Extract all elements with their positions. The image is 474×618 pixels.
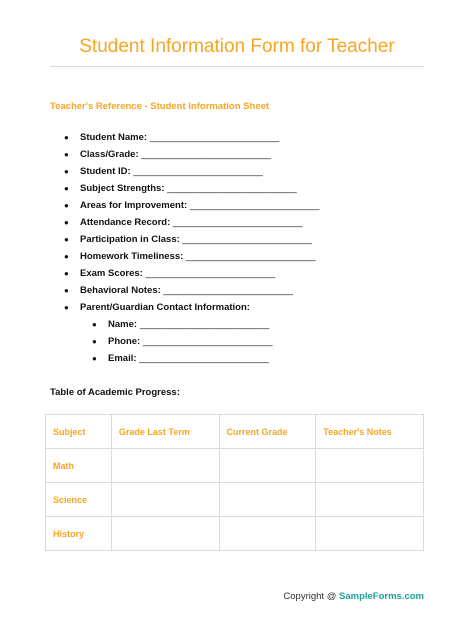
table-cell[interactable]: [219, 449, 316, 483]
fill-in-blank[interactable]: ___________________________: [189, 200, 319, 211]
subject-cell: Math: [46, 449, 112, 483]
bullet-icon: ●: [64, 167, 69, 176]
table-heading: Table of Academic Progress:: [50, 387, 180, 398]
table-row: [46, 483, 424, 517]
field-student-id: [50, 163, 430, 180]
column-header: Subject: [46, 415, 112, 449]
bullet-icon: ●: [64, 184, 69, 193]
field-label: Student Name:: [80, 132, 148, 143]
field-parent-name: [50, 316, 430, 333]
field-parent-email: [50, 350, 430, 367]
bullet-icon: ●: [92, 337, 97, 346]
field-label: Name:: [108, 319, 138, 330]
fill-in-blank[interactable]: ___________________________: [141, 149, 271, 160]
field-label: Class/Grade:: [80, 149, 139, 160]
field-behavioral-notes: [50, 282, 430, 299]
copyright-text: Copyright @: [283, 591, 339, 602]
field-label: Subject Strengths:: [80, 183, 165, 194]
bullet-icon: ●: [64, 133, 69, 142]
bullet-icon: ●: [92, 354, 97, 363]
table-cell[interactable]: [111, 449, 219, 483]
fill-in-blank[interactable]: ___________________________: [142, 336, 272, 347]
section-subtitle: Teacher's Reference - Student Information Sheet: [50, 101, 270, 112]
academic-progress-table: [45, 414, 424, 551]
fill-in-blank[interactable]: ___________________________: [182, 234, 312, 245]
bullet-icon: ●: [64, 201, 69, 210]
field-label: Parent/Guardian Contact Information:: [80, 302, 250, 313]
fill-in-blank[interactable]: ___________________________: [149, 132, 279, 143]
fill-in-blank[interactable]: ___________________________: [185, 251, 316, 262]
field-label: Behavioral Notes:: [80, 285, 161, 296]
field-attendance-record: [50, 214, 430, 231]
field-exam-scores: [50, 265, 430, 282]
fill-in-blank[interactable]: ___________________________: [163, 285, 293, 296]
fill-in-blank[interactable]: ___________________________: [145, 268, 275, 279]
copyright-footer: [283, 591, 424, 602]
field-parent-contact: [50, 299, 430, 316]
bullet-icon: ●: [64, 150, 69, 159]
bullet-icon: ●: [64, 303, 69, 312]
field-homework-timeliness: [50, 248, 430, 265]
subject-cell: History: [46, 517, 112, 551]
field-participation: [50, 231, 430, 248]
field-label: Exam Scores:: [80, 268, 143, 279]
fill-in-blank[interactable]: ___________________________: [167, 183, 297, 194]
table-row: [46, 517, 424, 551]
field-subject-strengths: [50, 180, 430, 197]
field-areas-for-improvement: [50, 197, 430, 214]
table-row: [46, 449, 424, 483]
column-header: Current Grade: [219, 415, 316, 449]
bullet-icon: ●: [64, 218, 69, 227]
field-class-grade: [50, 146, 430, 163]
bullet-icon: ●: [64, 252, 69, 261]
column-header: Grade Last Term: [111, 415, 219, 449]
bullet-icon: ●: [64, 286, 69, 295]
table-cell[interactable]: [316, 483, 424, 517]
field-label: Student ID:: [80, 166, 131, 177]
fill-in-blank[interactable]: ___________________________: [139, 319, 269, 330]
table-cell[interactable]: [111, 483, 219, 517]
field-student-name: [50, 129, 430, 146]
bullet-icon: ●: [64, 235, 69, 244]
field-parent-phone: [50, 333, 430, 350]
field-label: Participation in Class:: [80, 234, 180, 245]
bullet-icon: ●: [92, 320, 97, 329]
table-cell[interactable]: [316, 517, 424, 551]
title-divider: [50, 66, 424, 67]
table-cell[interactable]: [316, 449, 424, 483]
column-header: Teacher's Notes: [316, 415, 424, 449]
bullet-icon: ●: [64, 269, 69, 278]
fill-in-blank[interactable]: ___________________________: [139, 353, 269, 364]
field-label: Homework Timeliness:: [80, 251, 184, 262]
field-label: Email:: [108, 353, 137, 364]
field-list: [50, 129, 430, 367]
table-cell[interactable]: [219, 483, 316, 517]
page-title: Student Information Form for Teacher: [79, 36, 395, 57]
table-cell[interactable]: [111, 517, 219, 551]
field-label: Areas for Improvement:: [80, 200, 188, 211]
field-label: Attendance Record:: [80, 217, 171, 228]
fill-in-blank[interactable]: ___________________________: [133, 166, 263, 177]
table-header-row: [46, 415, 424, 449]
brand-link[interactable]: SampleForms.com: [339, 591, 424, 602]
fill-in-blank[interactable]: ___________________________: [172, 217, 303, 228]
table-cell[interactable]: [219, 517, 316, 551]
subject-cell: Science: [46, 483, 112, 517]
field-label: Phone:: [108, 336, 141, 347]
